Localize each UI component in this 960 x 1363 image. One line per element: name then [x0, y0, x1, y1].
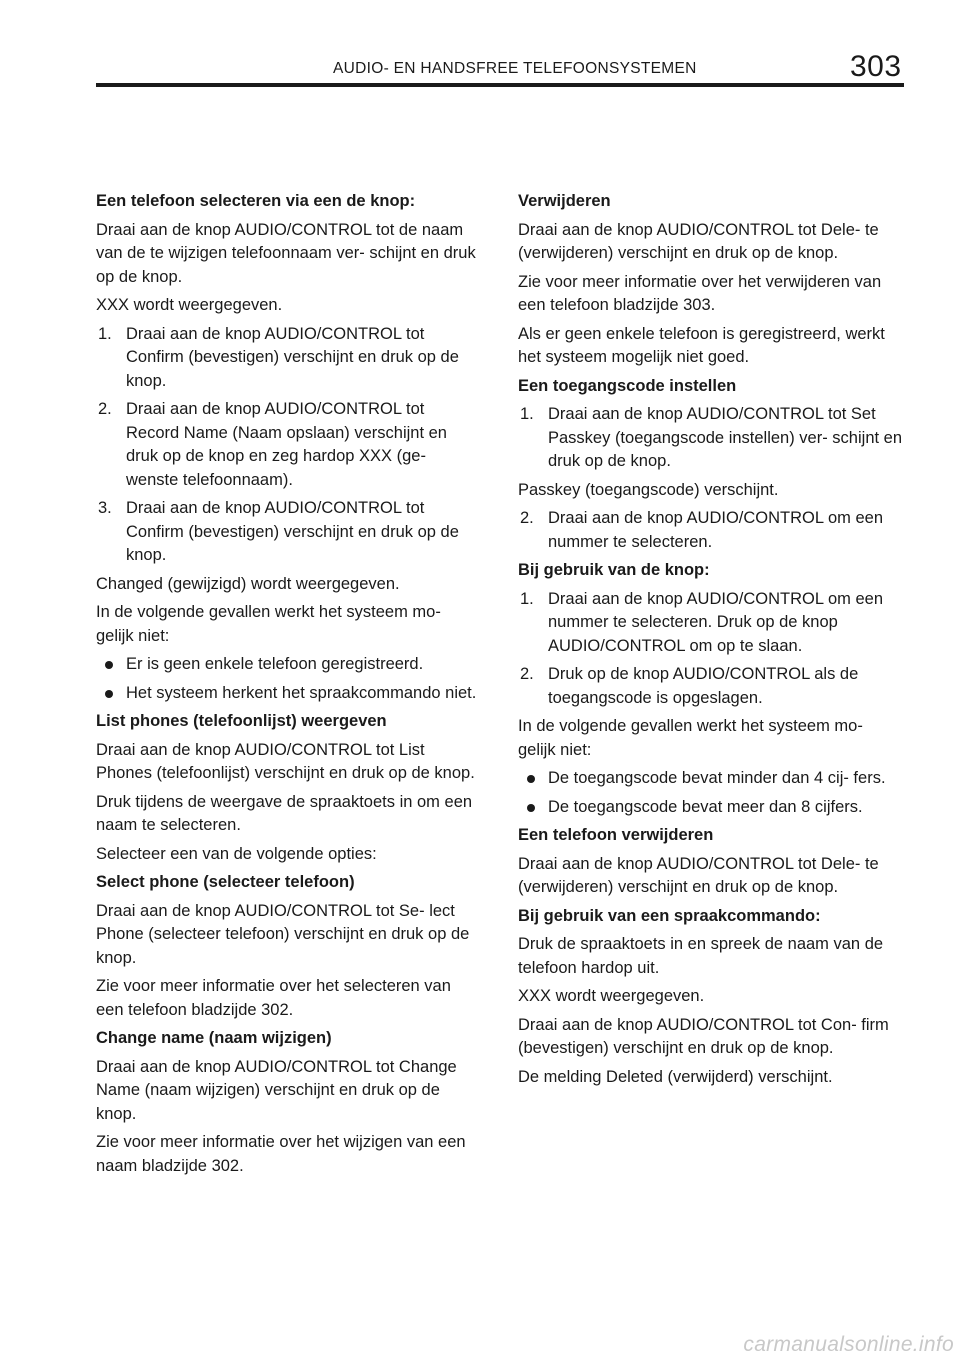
step-number: 2. [520, 509, 534, 527]
step-number: 1. [520, 589, 534, 608]
heading-select-phone: Select phone (selecteer telefoon) [96, 873, 355, 891]
bullet-dot-icon [527, 775, 535, 783]
bullet-text: Er is geen enkele telefoon geregistreerd. [126, 655, 424, 673]
paragraph: Draai aan de knop AUDIO/CONTROL tot Se- lect Phone (selecteer telefoon) verschijnt en druk op de knop. [96, 901, 470, 967]
heading-change-name: Change name (naam wijzigen) [96, 1029, 332, 1047]
paragraph: Draai aan de knop AUDIO/CONTROL tot Change Name (naam wijzigen) verschijnt en druk op de knop. [96, 1057, 457, 1123]
step-text: Draai aan de knop AUDIO/CONTROL tot Confirm (bevestigen) verschijnt en druk op de knop. [126, 324, 459, 390]
numbered-step [96, 323, 482, 394]
numbered-step [96, 497, 482, 568]
step-number: 1. [98, 324, 112, 343]
paragraph: De melding Deleted (verwijderd) verschijnt. [518, 1067, 833, 1086]
step-text: Draai aan de knop AUDIO/CONTROL tot Confirm (bevestigen) verschijnt en druk op de knop. [126, 499, 459, 564]
paragraph: Zie voor meer informatie over het verwijderen van een telefoon bladzijde 303. [518, 272, 882, 314]
paragraph: In de volgende gevallen werkt het systeem mo- gelijk niet: [518, 717, 863, 759]
step-text: Draai aan de knop AUDIO/CONTROL om een nummer te selecteren. Druk op de knop AUDIO/CONTROL om op te slaan. [548, 589, 884, 655]
step-number: 2. [98, 400, 112, 418]
paragraph: Selecteer een van de volgende opties: [96, 844, 377, 863]
paragraph: Druk tijdens de weergave de spraaktoets in om een naam te selecteren. [96, 792, 473, 834]
watermark: carmanualsonline.info [743, 1333, 954, 1356]
paragraph: Draai aan de knop AUDIO/CONTROL tot Dele- te (verwijderen) verschijnt en druk op de knop. [518, 854, 879, 896]
paragraph: Draai aan de knop AUDIO/CONTROL tot Con- firm (bevestigen) verschijnt en druk op de knop. [518, 1015, 889, 1057]
numbered-step [518, 663, 904, 710]
step-text: Druk op de knop AUDIO/CONTROL als de toegangscode is opgeslagen. [548, 665, 859, 707]
paragraph: XXX wordt weergegeven. [518, 987, 705, 1005]
heading-using-knob: Bij gebruik van de knop: [518, 561, 710, 579]
heading-voice-command: Bij gebruik van een spraakcommando: [518, 906, 821, 925]
step-number: 2. [520, 665, 534, 683]
numbered-step [518, 403, 904, 474]
bullet-text: Het systeem herkent het spraakcommando niet. [126, 683, 477, 702]
numbered-step [96, 398, 482, 492]
bullet-item [96, 682, 482, 706]
paragraph: Draai aan de knop AUDIO/CONTROL tot Dele- te (verwijderen) verschijnt en druk op de knop. [518, 220, 879, 262]
step-text: Draai aan de knop AUDIO/CONTROL om een nummer te selecteren. [548, 509, 884, 551]
paragraph: Changed (gewijzigd) wordt weergegeven. [96, 574, 400, 593]
running-header-title: AUDIO- EN HANDSFREE TELEFOONSYSTEMEN [333, 60, 697, 77]
step-number: 1. [520, 405, 534, 423]
paragraph: Zie voor meer informatie over het selecteren van een telefoon bladzijde 302. [96, 977, 451, 1019]
heading-list-phones: List phones (telefoonlijst) weergeven [96, 712, 387, 730]
paragraph: Draai aan de knop AUDIO/CONTROL tot List Phones (telefoonlijst) verschijnt en druk op de knop. [96, 740, 475, 782]
paragraph: In de volgende gevallen werkt het systeem mo- gelijk niet: [96, 603, 441, 645]
bullet-item [96, 653, 482, 677]
paragraph: Als er geen enkele telefoon is geregistreerd, werkt het systeem mogelijk niet goed. [518, 324, 885, 366]
heading-select-via-knob: Een telefoon selecteren via een de knop: [96, 192, 416, 210]
bullet-item [518, 767, 904, 791]
bullet-item [518, 796, 904, 820]
heading-delete-phone: Een telefoon verwijderen [518, 826, 714, 844]
bullet-dot-icon [105, 661, 113, 669]
paragraph: XXX wordt weergegeven. [96, 296, 283, 314]
right-column [518, 190, 904, 1094]
bullet-text: De toegangscode bevat minder dan 4 cij- fers. [548, 769, 886, 787]
page-number: 303 [850, 50, 902, 83]
bullet-text: De toegangscode bevat meer dan 8 cijfers. [548, 797, 863, 816]
heading-set-passkey: Een toegangscode instellen [518, 376, 737, 395]
numbered-step [518, 588, 904, 659]
heading-delete: Verwijderen [518, 192, 611, 210]
numbered-step [518, 507, 904, 554]
left-column [96, 190, 482, 1183]
paragraph: Druk de spraaktoets in en spreek de naam van de telefoon hardop uit. [518, 935, 884, 977]
paragraph: Draai aan de knop AUDIO/CONTROL tot de naam van de te wijzigen telefoonnaam ver- schijnt en druk op de knop. [96, 220, 476, 286]
step-number: 3. [98, 499, 112, 517]
bullet-dot-icon [105, 690, 113, 698]
step-text: Draai aan de knop AUDIO/CONTROL tot Set Passkey (toegangscode instellen) ver- schijnt en druk op de knop. [548, 405, 903, 470]
paragraph: Passkey (toegangscode) verschijnt. [518, 480, 779, 499]
bullet-dot-icon [527, 804, 535, 812]
paragraph: Zie voor meer informatie over het wijzigen van een naam bladzijde 302. [96, 1133, 466, 1175]
step-text: Draai aan de knop AUDIO/CONTROL tot Record Name (Naam opslaan) verschijnt en druk op de knop en zeg hardop XXX (ge- wenste telefoonnaam). [126, 400, 447, 489]
header-rule [96, 83, 904, 87]
